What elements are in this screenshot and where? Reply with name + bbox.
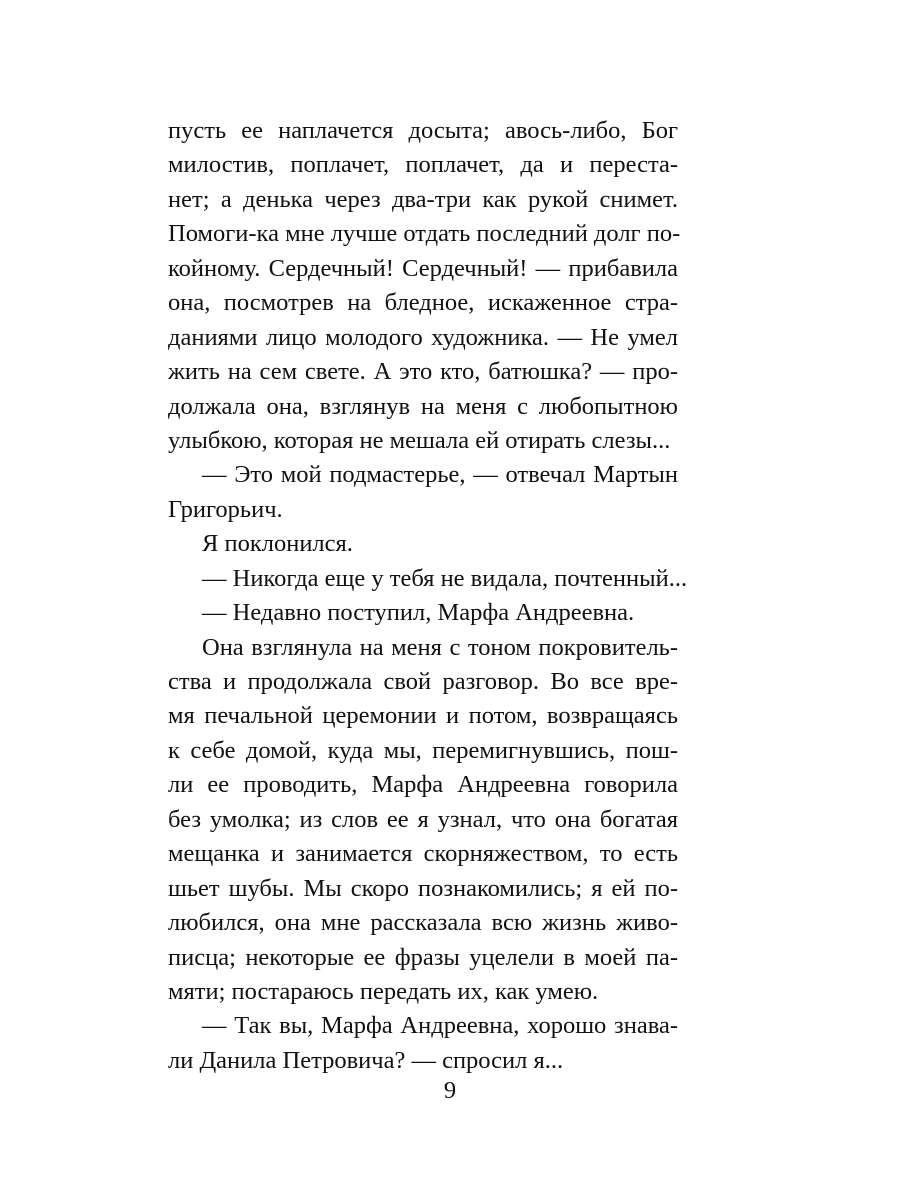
text-line: писца; некоторые ее фразы уцелели в моей па- [168, 943, 678, 971]
text-line: мещанка и занимается скорняжеством, то есть [168, 840, 678, 868]
page-number: 9 [443, 1077, 457, 1104]
text-line: ли ее проводить, Марфа Андреевна говорила [168, 771, 678, 799]
text-line: любился, она мне рассказала всю жизнь живо- [168, 909, 678, 937]
text-line: мя печальной церемонии и потом, возвращаясь [168, 702, 678, 730]
text-line: ства и продолжала свой разговор. Во все вре- [168, 668, 678, 695]
text-line: ли Данила Петровича? — спросил я... [168, 1046, 564, 1074]
text-line: без умолка; из слов ее я узнал, что она богатая [168, 805, 678, 833]
text-line: шьет шубы. Мы скоро познакомились; я ей по- [168, 874, 678, 902]
text-line: — Недавно поступил, Марфа Андреевна. [202, 599, 635, 627]
text-line: жить на сем свете. А это кто, батюшка? — про- [168, 358, 678, 386]
text-line: пусть ее наплачется досыта; авось-либо, Бог [168, 117, 678, 144]
text-line: она, посмотрев на бледное, искаженное стра- [168, 289, 678, 317]
body-text [168, 114, 688, 1078]
text-line: милостив, поплачет, поплачет, да и переста- [168, 151, 678, 179]
text-line: Она взглянула на меня с тоном покровитель- [202, 633, 678, 661]
text-line: Григорьич. [168, 495, 283, 523]
text-line: Я поклонился. [202, 530, 353, 558]
text-line: нет; а денька через два-три как рукой снимет. [168, 185, 678, 213]
text-line: мяти; постараюсь передать их, как умею. [168, 977, 599, 1005]
text-line: к себе домой, куда мы, перемигнувшись, пош- [168, 736, 678, 764]
text-line: — Это мой подмастерье, — отвечал Мартын [202, 461, 678, 489]
text-line: улыбкою, которая не мешала ей отирать слезы... [168, 426, 671, 454]
text-line: Помоги-ка мне лучше отдать последний долг по- [168, 220, 681, 248]
text-line: даниями лицо молодого художника. — Не умел [168, 323, 678, 351]
text-line: должала она, взглянув на меня с любопытною [168, 392, 678, 420]
text-line: койному. Сердечный! Сердечный! — прибавила [168, 254, 678, 282]
text-line: — Так вы, Марфа Андреевна, хорошо знава- [202, 1012, 678, 1040]
text-line: — Никогда еще у тебя не видала, почтенный... [202, 564, 688, 592]
